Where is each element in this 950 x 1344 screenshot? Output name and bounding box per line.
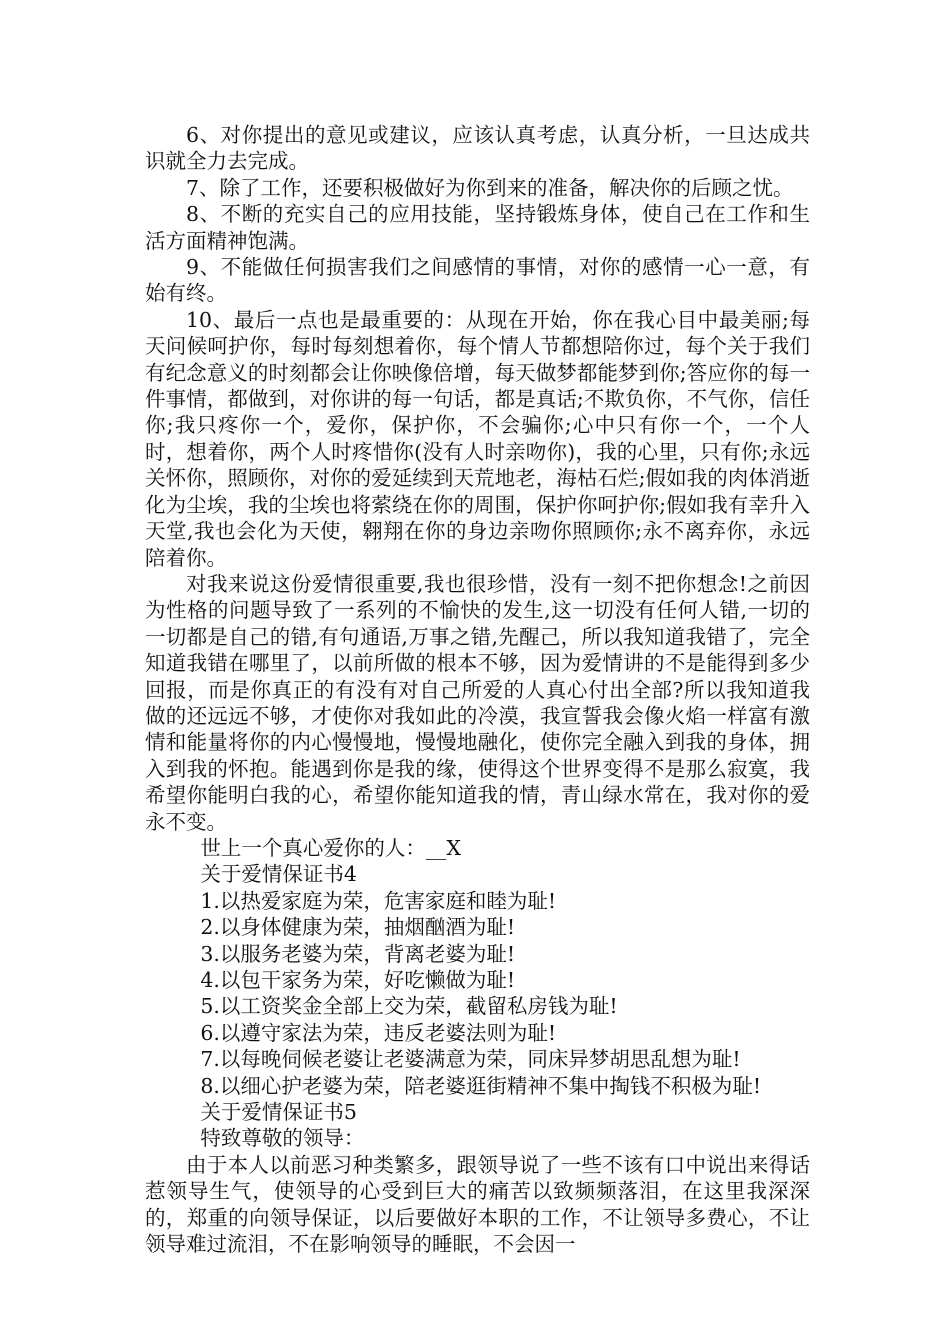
list-item: 4.以包干家务为荣，好吃懒做为耻! xyxy=(200,968,516,992)
list-item: 2.以身体健康为荣，抽烟酗酒为耻! xyxy=(200,915,516,940)
paragraph-closing: 由于本人以前恶习种类繁多，跟领导说了一些不该有口中说出来得话惹领导生气，使领导的心受到巨大的痛苦以致频频落泪，在这里我深深的，郑重的向领导保证，以后要做好本职的工作，不让领导多费心，不让领导难过流泪，不在影响领导的睡眠，不会因一 xyxy=(145,1152,810,1257)
paragraph-item-8: 8、不断的充实自己的应用技能，坚持锻炼身体，使自己在工作和生活方面精神饱满。 xyxy=(145,202,810,253)
document-body xyxy=(145,122,810,1257)
salutation: 特致尊敬的领导： xyxy=(200,1126,365,1151)
list-item: 1.以热爱家庭为荣，危害家庭和睦为耻! xyxy=(200,888,557,913)
paragraph-item-6: 6、对你提出的意见或建议，应该认真考虑，认真分析，一旦达成共识就全力去完成。 xyxy=(145,123,810,174)
paragraph-love-statement: 对我来说这份爱情很重要,我也很珍惜，没有一刻不把你想念!之前因为性格的问题导致了一系列的不愉快的发生,这一切没有任何人错,一切的一切都是自己的错,有句通语,万事之错,先醒己，所以我知道我错了，完全知道我错在哪里了，以前所做的根本不够，因为爱情讲的不是能得到多少回报，而是你真正的有没有对自己所爱的人真心付出全部?所以我知道我做的还远远不够，才使你对我如此的冷漠，我宣誓我会像火焰一样富有激情和能量将你的内心慢慢地，慢慢地融化，使你完全融入到我的身体，拥入到我的怀抱。能遇到你是我的缘，使得这个世界变得不是那么寂寞，我希望你能明白我的心，希望你能知道我的情，青山绿水常在，我对你的爱永不变。 xyxy=(145,571,810,834)
list-item: 7.以每晚伺候老婆让老婆满意为荣，同床异梦胡思乱想为耻! xyxy=(200,1047,741,1072)
section-heading-5: 关于爱情保证书5 xyxy=(200,1100,357,1125)
paragraph-item-7: 7、除了工作，还要积极做好为你到来的准备，解决你的后顾之忧。 xyxy=(186,175,794,200)
list-item: 8.以细心护老婆为荣，陪老婆逛街精神不集中掏钱不积极为耻! xyxy=(200,1073,762,1098)
list-item: 3.以服务老婆为荣，背离老婆为耻! xyxy=(200,941,516,966)
paragraph-item-10: 10、最后一点也是最重要的：从现在开始，你在我心目中最美丽;每天问候呵护你，每时每刻想着你，每个情人节都想陪你过，每个关于我们有纪念意义的时刻都会让你映像倍增，每天做梦都能梦到你;答应你的每一件事情，都做到，对你讲的每一句话，都是真话;不欺负你，不气你，信任你;我只疼你一个，爱你，保护你，不会骗你;心中只有你一个，一个人时，想着你，两个人时疼惜你(没有人时亲吻你)，我的心里，只有你;永远关怀你，照顾你，对你的爱延续到天荒地老，海枯石烂;假如我的肉体消逝化为尘埃，我的尘埃也将萦绕在你的周围，保护你呵护你;假如我有幸升入天堂,我也会化为天使，翱翔在你的身边亲吻你照顾你;永不离弃你，永远陪着你。 xyxy=(145,307,810,570)
list-item: 6.以遵守家法为荣，违反老婆法则为耻! xyxy=(200,1020,557,1045)
paragraph-item-9: 9、不能做任何损害我们之间感情的事情，对你的感情一心一意，有始有终。 xyxy=(145,255,810,306)
list-item: 5.以工资奖金全部上交为荣，截留私房钱为耻! xyxy=(200,994,618,1019)
signature-line: 世上一个真心爱你的人：__X xyxy=(200,835,461,860)
section-heading-4: 关于爱情保证书4 xyxy=(200,862,357,887)
